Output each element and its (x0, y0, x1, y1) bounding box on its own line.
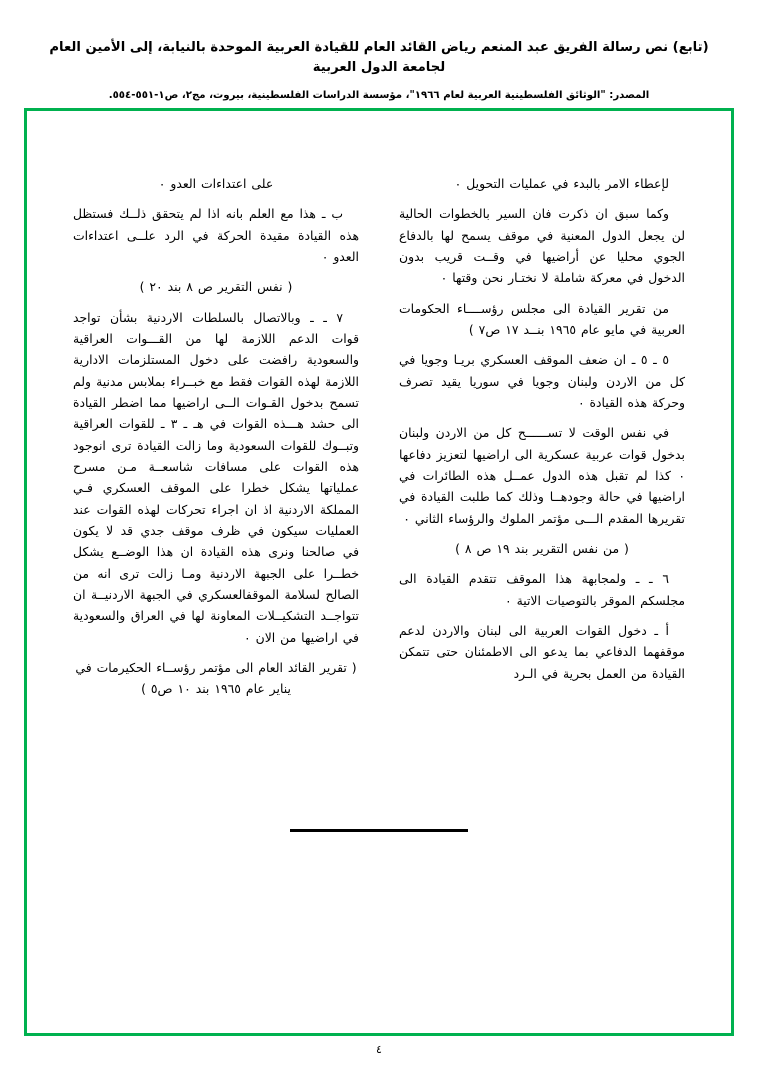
paragraph: ( تقرير القائد العام الى مؤتمر رؤســاء الحكيرمات في يناير عام ١٩٦٥ بند ١٠ ص٥ ) (75, 659, 357, 697)
divider-line (290, 829, 468, 832)
paragraph: في نفس الوقت لا تســــــح كل من الاردن ولبنان بدخول قوات عربية عسكرية الى اراضيها لتعزيز دفاعها ٠ كذا لم تقبل هذه الدول عمــل هذه الطائرات في اراضيها في حالة وجودهــا وذلك كما طلبت القيادة في تقريرها المقدم الـــى مؤتمر الملوك والرؤساء الثاني ٠ (399, 425, 685, 526)
text-columns (73, 173, 685, 709)
paragraph: ٦ ـ ـ ولمجابهة هذا الموقف تتقدم القيادة الى مجلسكم الموقر بالتوصيات الاتية ٠ (399, 571, 685, 608)
page-title: (تابع) نص رسالة الفريق عبد المنعم رياض القائد العام للقيادة العربية الموحدة بالنيابة، إلى الأمين العام لجامعة الدول العربية (49, 40, 709, 76)
column-left (73, 173, 359, 709)
paragraph: ب ـ هذا مع العلم بانه اذا لم يتحقق ذلــك فستظل هذه القيادة مقيدة الحركة في الرد علــى اعتداءات العدو ٠ (73, 206, 359, 264)
paragraph: أ ـ دخول القوات العربية الى لبنان والاردن لدعم موقفهما الدفاعي بما يدعو الى الاطمئنان حتى تتمكن القيادة من العمل بحرية في الـرد (399, 622, 685, 681)
paragraph: ٥ ـ ٥ ـ ان ضعف الموقف العسكري بريـا وجويا في كل من الاردن ولبنان وجويا في سوريا يقيد تصرف وحركة هذه القيادة ٠ (399, 352, 685, 410)
paragraph: ( نفس التقرير ص ٨ بند ٢٠ ) (139, 279, 293, 295)
paragraph: ٧ ـ ـ وبالاتصال بالسلطات الاردنية بشأن تواجد قوات الدعم اللازمة لها من القـــوات العراقية والسعودية رافضت على دخول المستلزمات الادارية اللازمة لهذه القوات فقط مع خبــراء بملابس مدنية ولم تسمح بدخول القـوات الــى اراضيها مما اضطر القيادة الى حشد هـــذه القوات في هـ ـ ٣ ـ للقوات العراقية وتبــوك للقوات السعودية وما زالت القيادة ترى انوجود هذه القوات على مسافات شاسعــة مـن مسرح عملياتها يشكل خطرا على الموقف العسكري فـي المملكة الاردنية اذ ان اجراء تحركات لهذه القوات عند العمليات سيكون في ظرف موقف جدي قد لا يكون في صالحنا ونرى هذه القيادة ان هذا الوضــع يشكل خطــرا على الجبهة الاردنية ومـا زالت ترى انه من الصالح لسلامة الموقفالعسكري في الجبهة الاردنيــة ان تتواجــد التشكيــلات المعاونة لها في العراق والسعودية في اراضيها من الان ٠ (73, 309, 359, 645)
document-source: المصدر: "الوثائق الفلسطينية العربية لعام ١٩٦٦"، مؤسسة الدراسات الفلسطينية، بيروت، مج٢، ص١-٥٥١-٥٥٤. (108, 89, 650, 101)
paragraph: على اعتداءات العدو ٠ (158, 176, 274, 191)
document-header (28, 38, 730, 103)
content-frame (24, 108, 734, 1036)
column-right (399, 173, 685, 709)
paragraph: ( من نفس التقرير بند ١٩ ص ٨ ) (455, 540, 629, 556)
paragraph: لإعطاء الامر بالبدء في عمليات التحويل ٠ (454, 176, 669, 191)
paragraph: وكما سبق ان ذكرت فان السير بالخطوات الحالية لن يجعل الدول المعنية في موقف يسمح لها بالدفاع الجوي محليا عن أراضيها في وقــت قريب بدون الدخول في معركة شاملة لا نختـار نحن وقتها ٠ (399, 206, 685, 286)
paragraph: من تقرير القيادة الى مجلس رؤســــاء الحكومات العربية في مايو عام ١٩٦٥ بنــد ١٧ ص٧ ) (399, 300, 685, 337)
page-number: ٤ (376, 1043, 382, 1056)
footer-divider (27, 829, 731, 832)
